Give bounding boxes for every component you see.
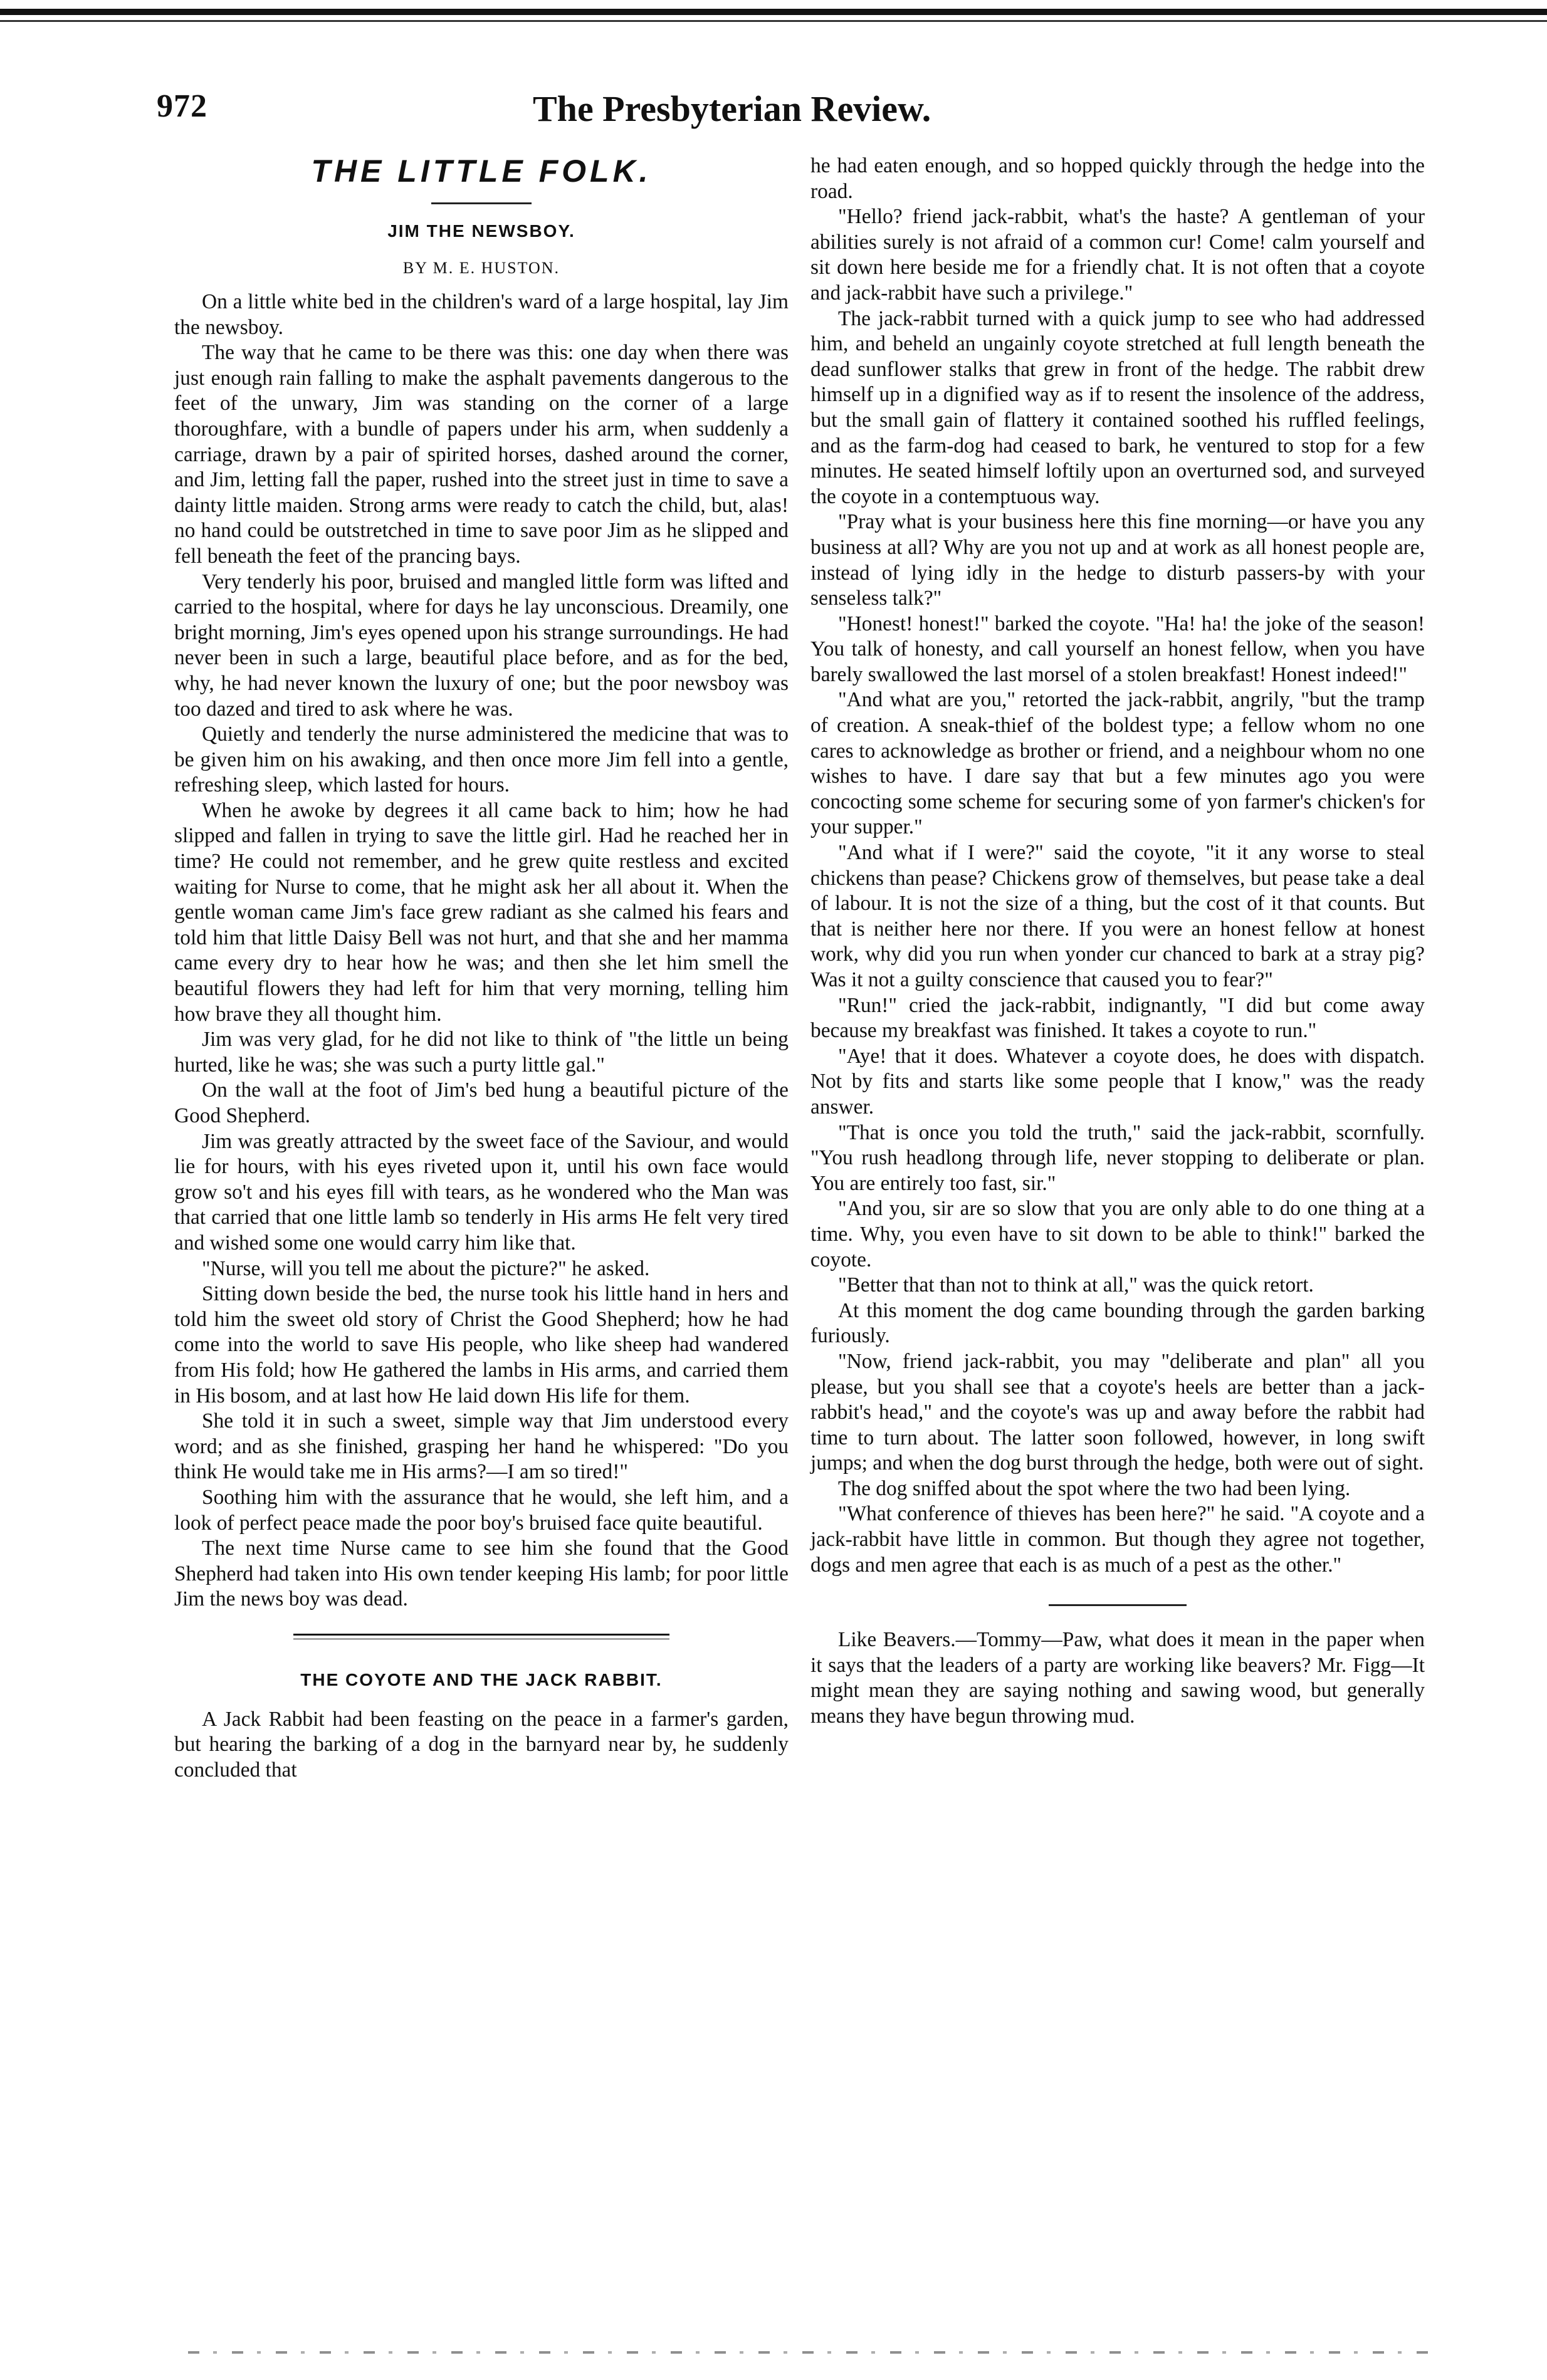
paragraph: Soothing him with the assurance that he would, she left him, and a look of perfect peace made the poor boy's bruised face quite beautiful. (174, 1485, 789, 1535)
paragraph: "Now, friend jack-rabbit, you may "deliberate and plan" all you please, but you shall see that a coyote's heels are better than a jack-rabbit's head," and the coyote's was up and away before the rabbit had time to turn about. The latter soon followed, however, in long swift jumps; and when the dog burst through the hedge, both were out of sight. (810, 1349, 1425, 1475)
story-body-coyote-continued (810, 154, 1425, 1578)
paragraph: Jim was very glad, for he did not like to think of "the little un being hurted, like he was; she was such a purty little gal." (174, 1028, 789, 1077)
story-divider (293, 1634, 669, 1639)
story-title-newsboy: JIM THE NEWSBOY. (387, 221, 575, 241)
paragraph: Sitting down beside the bed, the nurse took his little hand in hers and told him the sweet old story of Christ the Good Shepherd; how he had come into the world to save His people, who like sheep had wandered from His fold; how He gathered the lambs in His arms, and carried them in His bosom, and at last how He laid down His life for them. (174, 1282, 789, 1407)
paragraph: The next time Nurse came to see him she found that the Good Shepherd had taken into His own tender keeping His lamb; for poor little Jim the news boy was dead. (174, 1537, 789, 1611)
section-divider (431, 202, 532, 204)
top-border-rule-thin (0, 20, 1547, 22)
paragraph: She told it in such a sweet, simple way that Jim understood every word; and as she finished, grasping her hand he whispered: "Do you think He would take me in His arms?—I am so tired!" (174, 1409, 789, 1484)
section-title: THE LITTLE FOLK. (311, 154, 652, 189)
journal-title: The Presbyterian Review. (533, 88, 931, 129)
paragraph: he had eaten enough, and so hopped quickly through the hedge into the road. (810, 154, 1425, 203)
paragraph: "Aye! that it does. Whatever a coyote does, he does with dispatch. Not by fits and starts like some people that I know," was the ready answer. (810, 1044, 1425, 1119)
paragraph: The way that he came to be there was this: one day when there was just enough rain falling to make the asphalt pavements dangerous to the feet of the unwary, Jim was standing on the corner of a large thoroughfare, with a bundle of papers under his arm, when suddenly a carriage, drawn by a pair of spirited horses, dashed around the corner, and Jim, letting fall the paper, rushed into the street just in time to save a dainty little maiden. Strong arms were ready to catch the child, but, alas! no hand could be outstretched in time to save poor Jim as he slipped and fell beneath the feet of the prancing bays. (174, 341, 789, 568)
page-header (157, 88, 1448, 132)
paragraph: On the wall at the foot of Jim's bed hung a beautiful picture of the Good Shepherd. (174, 1078, 789, 1127)
left-column (174, 154, 789, 1783)
paragraph: The jack-rabbit turned with a quick jump to see who had addressed him, and beheld an ungainly coyote stretched at full length beneath the dead sunflower stalks that grew in front of the hedge. The rabbit drew himself up in a dignified way as if to resent the insolence of the address, but the small gain of flattery it contained soothed his ruffled feelings, and as the farm-dog had ceased to bark, he ventured to stop for a few minutes. He seated himself loftily upon an overturned sod, and surveyed the coyote in a contemptuous way. (810, 306, 1425, 508)
page-number: 972 (157, 88, 207, 124)
paragraph: Quietly and tenderly the nurse administered the medicine that was to be given him on his awaking, and then once more Jim fell into a gentle, refreshing sleep, which lasted for hours. (174, 723, 789, 797)
story-body-newsboy (174, 290, 789, 1612)
paragraph: "And what are you," retorted the jack-rabbit, angrily, "but the tramp of creation. A sneak-thief of the boldest type; a fellow whom no one cares to acknowledge as brother or friend, and a neighbour whom no one wishes to have. I dare say that but a few minutes ago you were concocting some scheme for securing some of yon farmer's chicken's for your supper." (810, 688, 1425, 839)
paragraph: "And you, sir are so slow that you are only able to do one thing at a time. Why, you even have to sit down to be able to think!" barked the coyote. (810, 1197, 1425, 1271)
paragraph: The dog sniffed about the spot where the two had been lying. (838, 1476, 1351, 1500)
paragraph: Jim was greatly attracted by the sweet face of the Saviour, and would lie for hours, with his eyes riveted upon it, until his own face would grow so't and his eyes fill with tears, as he wondered who the Man was that carried that one little lamb so tenderly in His arms He felt very tired and wished some one would carry him like that. (174, 1129, 789, 1255)
bottom-scan-artifact (188, 2351, 1442, 2354)
top-border-rule (0, 9, 1547, 15)
paragraph: "Pray what is your business here this fine morning—or have you any business at all? Why are you not up and at work as all honest people are, instead of lying idly in the hedge to disturb passers-by with your senseless talk?" (810, 510, 1425, 610)
paragraph: "Honest! honest!" barked the coyote. "Ha! ha! the joke of the season! You talk of honesty, and call yourself an honest fellow, when you have barely swallowed the last morsel of a stolen breakfast! Honest indeed!" (810, 612, 1425, 686)
paragraph: When he awoke by degrees it all came back to him; how he had slipped and fallen in trying to save the little girl. Had he reached her in time? He could not remember, and he grew quite restless and excited waiting for Nurse to come, that he might ask her all about it. When the gentle woman came Jim's face grew radiant as she calmed his fears and told him that little Daisy Bell was not hurt, and that she and her mamma came every dry to hear how he was; and then she let him smell the beautiful flowers they had left for him that very morning, telling him how brave they all thought him. (174, 798, 789, 1026)
paragraph: "What conference of thieves has been here?" he said. "A coyote and a jack-rabbit have little in common. But though they agree not together, dogs and men agree that each is as much of a pest as the other." (810, 1502, 1425, 1577)
paragraph: Very tenderly his poor, bruised and mangled little form was lifted and carried to the hospital, where for days he lay unconscious. Dreamily, one bright morning, Jim's eyes opened upon his strange surroundings. He had never been in such a large, beautiful place before, and as for the bed, why, he had never known the luxury of one; but the poor newsboy was too dazed and tired to ask where he was. (174, 570, 789, 721)
paragraph: "Better that than not to think at all," was the quick retort. (838, 1273, 1314, 1297)
paragraph: "And what if I were?" said the coyote, "it it any worse to steal chickens than pease? Chickens grow of themselves, but pease take a deal of labour. It is not the size of a thing, but the cost of it that counts. But that is neither here nor there. If you were an honest fellow at honest work, why did you run when yonder cur chanced to bark at a stray pig? Was it not a guilty conscience that caused you to fear?" (810, 841, 1425, 991)
right-column (810, 154, 1425, 1730)
paragraph: "That is once you told the truth," said the jack-rabbit, scornfully. "You rush headlong through life, never stopping to deliberate or plan. You are entirely too fast, sir." (810, 1120, 1425, 1195)
anecdote-divider (1049, 1604, 1187, 1606)
paragraph: At this moment the dog came bounding through the garden barking furiously. (810, 1298, 1425, 1348)
paragraph: "Nurse, will you tell me about the picture?" he asked. (202, 1256, 650, 1280)
story-body-coyote (174, 1707, 789, 1783)
paragraph: "Run!" cried the jack-rabbit, indignantly, "I did but come away because my breakfast was finished. It takes a coyote to run." (810, 993, 1425, 1043)
paragraph: "Hello? friend jack-rabbit, what's the haste? A gentleman of your abilities surely is not afraid of a common cur! Come! calm yourself and sit down here beside me for a friendly chat. It is not often that a coyote and jack-rabbit have such a privilege." (810, 205, 1425, 305)
story-byline: BY M. E. HUSTON. (402, 259, 560, 277)
paragraph: A Jack Rabbit had been feasting on the peace in a farmer's garden, but hearing the barking of a dog in the barnyard near by, he suddenly concluded that (174, 1707, 789, 1782)
story-title-coyote: THE COYOTE AND THE JACK RABBIT. (300, 1669, 663, 1689)
paragraph: On a little white bed in the children's ward of a large hospital, lay Jim the newsboy. (174, 290, 789, 339)
anecdote-paragraph: Like Beavers.—Tommy—Paw, what does it mean in the paper when it says that the leaders of a party are working like beavers? Mr. Figg—It might mean they are saying nothing and sawing wood, but generally means they have begun throwing mud. (810, 1628, 1425, 1728)
